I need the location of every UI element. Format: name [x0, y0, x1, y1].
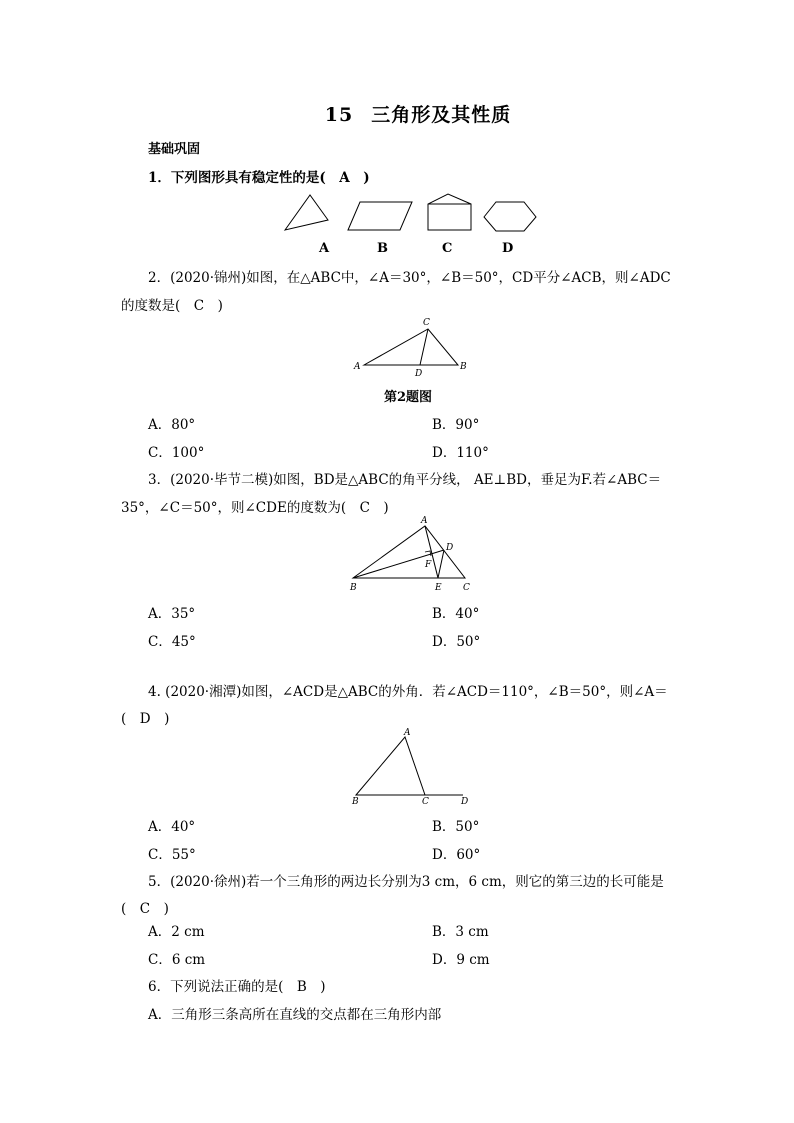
q2-point-c: C: [423, 318, 430, 328]
q4-stem-line2: ( D ): [121, 711, 170, 727]
q4-figure: [348, 725, 478, 810]
q4-stem-line1: 4. (2020·湘潭)如图，∠ACD是△ABC的外角．若∠ACD＝110°，∠B＝50°，则∠A＝: [148, 684, 668, 700]
q2-point-d: D: [415, 369, 423, 379]
q5-option-a: A．2 cm: [148, 924, 205, 940]
q3-segment-de: [438, 550, 444, 578]
q4-option-c: C．55°: [148, 847, 196, 863]
q1-house-shape: [428, 194, 471, 230]
q1-stem: 1．下列图形具有稳定性的是( A ): [148, 170, 370, 186]
q3-option-b: B．40°: [432, 606, 480, 622]
q1-label-b: B: [377, 241, 388, 256]
page-title: [0, 100, 794, 127]
q3-point-b: B: [350, 583, 357, 593]
q2-figure: [350, 315, 480, 380]
q2-option-b: B．90°: [432, 417, 480, 433]
q5-option-d: D．9 cm: [432, 952, 490, 968]
q2-segment-cd: [420, 329, 428, 365]
q2-option-c: C．100°: [148, 445, 205, 461]
q4-option-d: D．60°: [432, 847, 481, 863]
q2-option-a: A．80°: [148, 417, 196, 433]
q3-stem-line1: 3．(2020·毕节二模)如图，BD是△ABC的角平分线， AE⊥BD，垂足为F.若∠ABC＝: [148, 472, 662, 488]
q3-point-d: D: [446, 543, 454, 553]
q2-point-b: B: [460, 362, 467, 372]
q2-option-d: D．110°: [432, 445, 489, 461]
q5-stem-line1: 5．(2020·徐州)若一个三角形的两边长分别为3 cm，6 cm，则它的第三边的长可能是: [148, 874, 664, 890]
q4-triangle-abc: [356, 737, 425, 795]
q3-point-a: A: [421, 516, 428, 526]
q3-point-c: C: [463, 583, 470, 593]
q2-caption: 第2题图: [384, 390, 433, 405]
q1-parallelogram-shape: [348, 202, 412, 230]
q3-point-e: E: [435, 583, 442, 593]
q3-option-a: A．35°: [148, 606, 196, 622]
q2-stem-line1: 2．(2020·锦州)如图，在△ABC中，∠A＝30°，∠B＝50°，CD平分∠ACB，则∠ADC: [148, 270, 671, 286]
q3-stem-line2: 35°，∠C＝50°，则∠CDE的度数为( C ): [121, 500, 389, 516]
q1-label-d: D: [502, 241, 514, 256]
q1-triangle-shape: [285, 195, 328, 230]
q4-point-c: C: [422, 797, 429, 807]
q4-point-a: A: [404, 728, 411, 738]
title-text: 三角形及其性质: [371, 104, 512, 126]
title-number: 15: [324, 104, 354, 126]
q1-label-a: A: [319, 241, 330, 256]
q3-point-f: F: [425, 560, 432, 570]
q3-figure: [345, 516, 485, 596]
q2-triangle-abc: [364, 329, 458, 365]
q4-point-b: B: [352, 797, 359, 807]
q4-option-b: B．50°: [432, 819, 480, 835]
q2-stem-line2: 的度数是( C ): [121, 298, 223, 314]
q2-point-a: A: [354, 362, 361, 372]
q1-hexagon-shape: [484, 202, 536, 231]
q4-point-d: D: [461, 797, 469, 807]
section-heading: 基础巩固: [148, 142, 201, 157]
q1-label-c: C: [442, 241, 453, 256]
q3-option-d: D．50°: [432, 634, 481, 650]
q5-option-b: B．3 cm: [432, 924, 489, 940]
q4-option-a: A．40°: [148, 819, 196, 835]
q6-stem: 6．下列说法正确的是( B ): [148, 979, 326, 995]
q5-stem-line2: ( C ): [121, 901, 169, 917]
q1-figures: [280, 190, 550, 240]
q3-option-c: C．45°: [148, 634, 196, 650]
q5-option-c: C．6 cm: [148, 952, 206, 968]
q6-option-a: A．三角形三条高所在直线的交点都在三角形内部: [148, 1007, 442, 1023]
